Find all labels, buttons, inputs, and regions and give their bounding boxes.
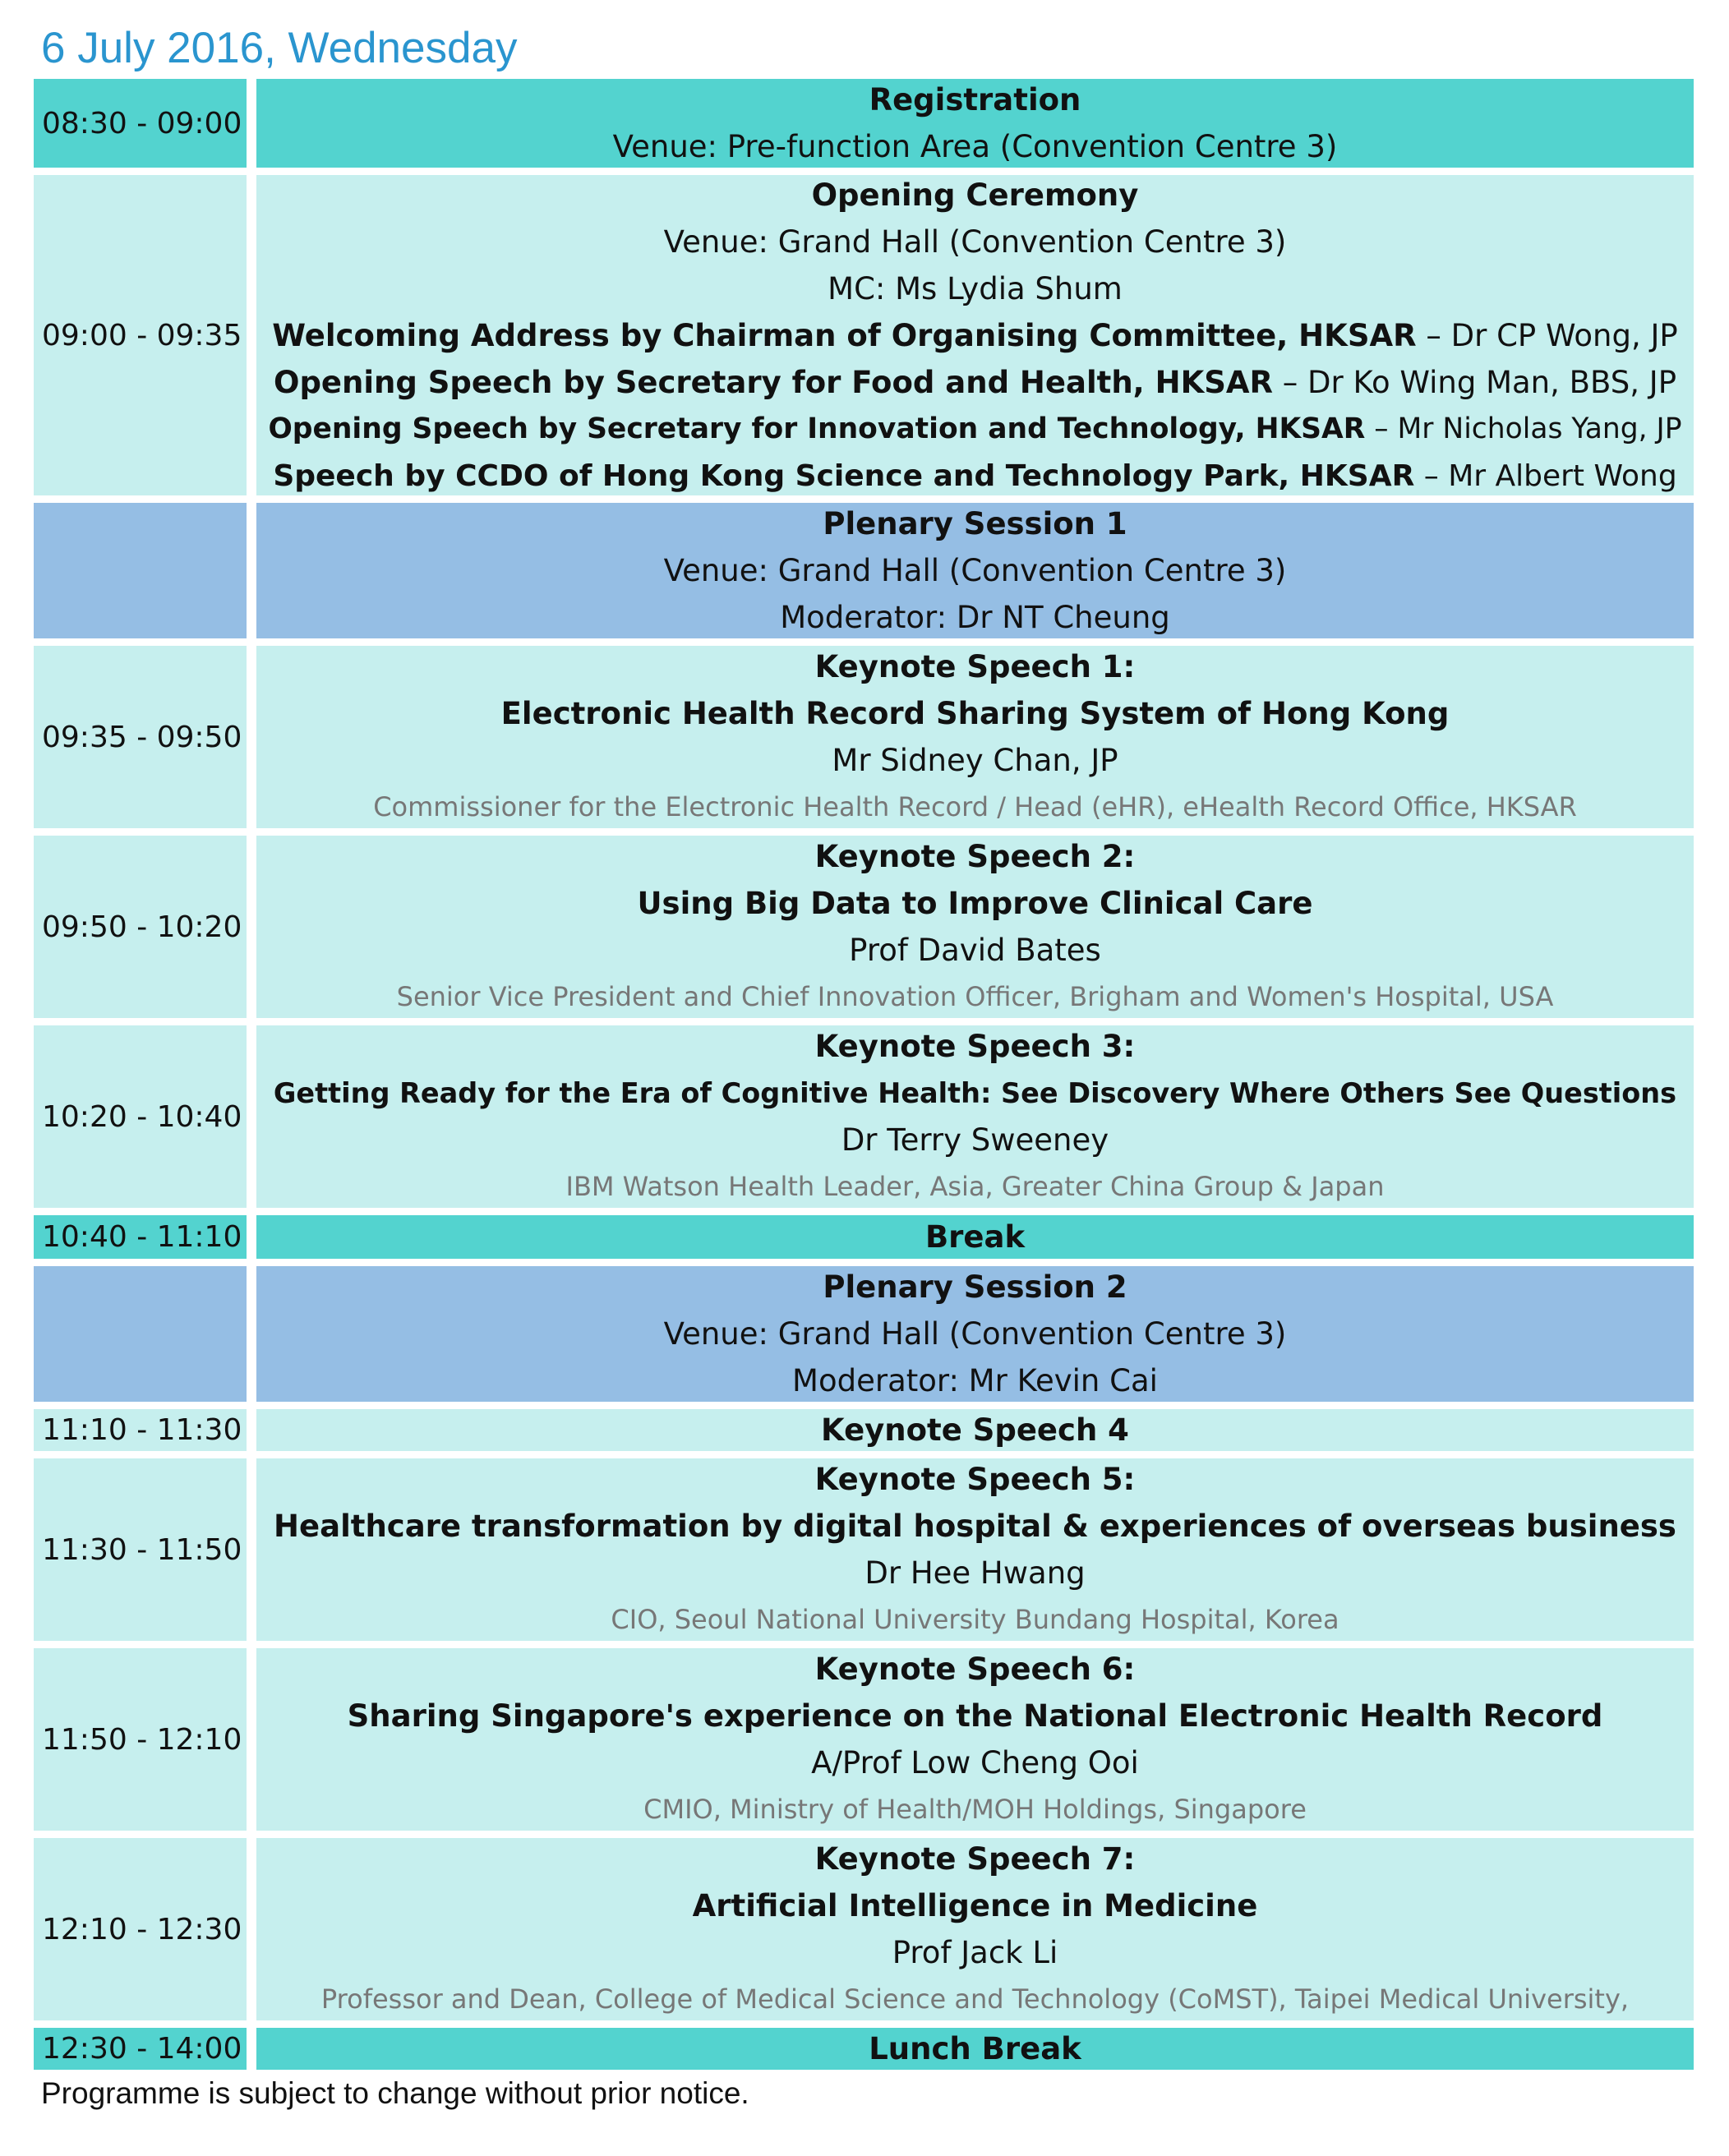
content-cell <box>256 79 1694 168</box>
speaker-name: – Dr CP Wong, JP <box>1416 317 1678 353</box>
session-detail: Venue: Grand Hall (Convention Centre 3) <box>663 553 1287 588</box>
session-detail: Moderator: Mr Kevin Cai <box>792 1363 1158 1398</box>
page-title: 6 July 2016, Wednesday <box>41 24 518 72</box>
speaker-name: – Dr Ko Wing Man, BBS, JP <box>1273 364 1677 400</box>
schedule-row <box>34 1215 1694 1259</box>
speaker-line <box>268 406 1681 453</box>
content-cell <box>256 1215 1694 1259</box>
time-cell: 11:30 - 11:50 <box>34 1458 247 1641</box>
speaker-affiliation: Senior Vice President and Chief Innovation Officer, Brigham and Women's Hospital, USA <box>396 981 1554 1012</box>
session-heading: Keynote Speech 6: <box>814 1652 1136 1687</box>
content-cell <box>256 1025 1694 1208</box>
schedule-row <box>34 1648 1694 1831</box>
session-heading: Artificial Intelligence in Medicine <box>692 1888 1258 1923</box>
speaker-affiliation: CMIO, Ministry of Health/MOH Holdings, Singapore <box>643 1794 1307 1825</box>
session-detail: Prof David Bates <box>849 933 1101 968</box>
session-detail: MC: Ms Lydia Shum <box>828 270 1123 306</box>
session-heading: Lunch Break <box>869 2031 1081 2066</box>
time-cell <box>34 1266 247 1402</box>
time-cell: 11:10 - 11:30 <box>34 1409 247 1451</box>
time-cell: 11:50 - 12:10 <box>34 1648 247 1831</box>
time-cell: 09:35 - 09:50 <box>34 646 247 828</box>
speech-title: Opening Speech by Secretary for Food and Health, HKSAR <box>273 364 1274 400</box>
content-cell <box>256 1266 1694 1402</box>
schedule-row <box>34 1838 1694 2020</box>
session-detail: Dr Terry Sweeney <box>841 1122 1109 1158</box>
session-heading: Getting Ready for the Era of Cognitive Health: See Discovery Where Others See Questions <box>273 1077 1677 1109</box>
session-heading: Opening Ceremony <box>811 177 1139 213</box>
session-heading: Keynote Speech 1: <box>814 649 1136 684</box>
session-heading: Plenary Session 2 <box>823 1269 1127 1305</box>
speaker-name: – Mr Nicholas Yang, JP <box>1365 412 1682 445</box>
content-cell <box>256 1648 1694 1831</box>
session-detail: Mr Sidney Chan, JP <box>832 743 1118 778</box>
speaker-line <box>274 359 1676 406</box>
schedule-row <box>34 1458 1694 1641</box>
session-detail: Dr Hee Hwang <box>864 1555 1086 1591</box>
session-detail: A/Prof Low Cheng Ooi <box>811 1745 1139 1781</box>
schedule-row <box>34 646 1694 828</box>
session-detail: Venue: Grand Hall (Convention Centre 3) <box>663 223 1287 260</box>
speech-title: Opening Speech by Secretary for Innovation and Technology, HKSAR <box>268 412 1366 445</box>
schedule-row <box>34 79 1694 168</box>
schedule-row <box>34 503 1694 638</box>
footnote: Programme is subject to change without prior notice. <box>41 2076 749 2110</box>
time-cell <box>34 503 247 638</box>
speech-title: Welcoming Address by Chairman of Organising Committee, HKSAR <box>272 317 1417 353</box>
schedule-row <box>34 1025 1694 1208</box>
session-detail: Venue: Grand Hall (Convention Centre 3) <box>663 1316 1287 1352</box>
time-cell: 08:30 - 09:00 <box>34 79 247 168</box>
speaker-line <box>272 312 1677 359</box>
content-cell <box>256 836 1694 1018</box>
time-cell: 09:00 - 09:35 <box>34 175 247 495</box>
content-cell <box>256 175 1694 495</box>
speaker-affiliation: CIO, Seoul National University Bundang Hospital, Korea <box>611 1604 1339 1635</box>
content-cell <box>256 503 1694 638</box>
session-heading: Keynote Speech 3: <box>814 1029 1136 1064</box>
session-heading: Electronic Health Record Sharing System of Hong Kong <box>500 696 1450 731</box>
schedule-table <box>34 79 1694 2077</box>
content-cell <box>256 1409 1694 1451</box>
time-cell: 10:20 - 10:40 <box>34 1025 247 1208</box>
session-heading: Keynote Speech 7: <box>814 1841 1136 1877</box>
time-cell: 12:10 - 12:30 <box>34 1838 247 2020</box>
speaker-line <box>273 453 1676 500</box>
time-cell: 09:50 - 10:20 <box>34 836 247 1018</box>
session-heading: Keynote Speech 5: <box>814 1462 1136 1497</box>
session-heading: Break <box>924 1219 1026 1255</box>
speech-title: Speech by CCDO of Hong Kong Science and Technology Park, HKSAR <box>273 458 1415 493</box>
schedule-row <box>34 836 1694 1018</box>
session-heading: Registration <box>869 82 1081 117</box>
schedule-row <box>34 1409 1694 1451</box>
schedule-row <box>34 2028 1694 2070</box>
session-heading: Plenary Session 1 <box>823 506 1127 541</box>
session-heading: Keynote Speech 2: <box>814 839 1136 874</box>
time-cell: 10:40 - 11:10 <box>34 1215 247 1259</box>
schedule-row <box>34 175 1694 495</box>
content-cell <box>256 1458 1694 1641</box>
speaker-affiliation: Professor and Dean, College of Medical Science and Technology (CoMST), Taipei Medical University, <box>320 1983 1630 2015</box>
session-heading: Healthcare transformation by digital hospital & experiences of overseas business <box>274 1509 1676 1544</box>
speaker-name: – Mr Albert Wong <box>1414 458 1677 493</box>
session-detail: Moderator: Dr NT Cheung <box>780 600 1170 635</box>
speaker-affiliation: IBM Watson Health Leader, Asia, Greater China Group & Japan <box>565 1171 1385 1202</box>
session-detail: Venue: Pre-function Area (Convention Centre 3) <box>612 129 1338 164</box>
session-heading: Keynote Speech 4 <box>821 1412 1129 1448</box>
content-cell <box>256 2028 1694 2070</box>
schedule-row <box>34 1266 1694 1402</box>
session-heading: Sharing Singapore's experience on the National Electronic Health Record <box>347 1698 1603 1734</box>
content-cell <box>256 1838 1694 2020</box>
content-cell <box>256 646 1694 828</box>
speaker-affiliation: Commissioner for the Electronic Health Record / Head (eHR), eHealth Record Office, HKSAR <box>373 791 1577 822</box>
session-heading: Using Big Data to Improve Clinical Care <box>637 886 1313 921</box>
session-detail: Prof Jack Li <box>892 1935 1058 1970</box>
time-cell: 12:30 - 14:00 <box>34 2028 247 2070</box>
